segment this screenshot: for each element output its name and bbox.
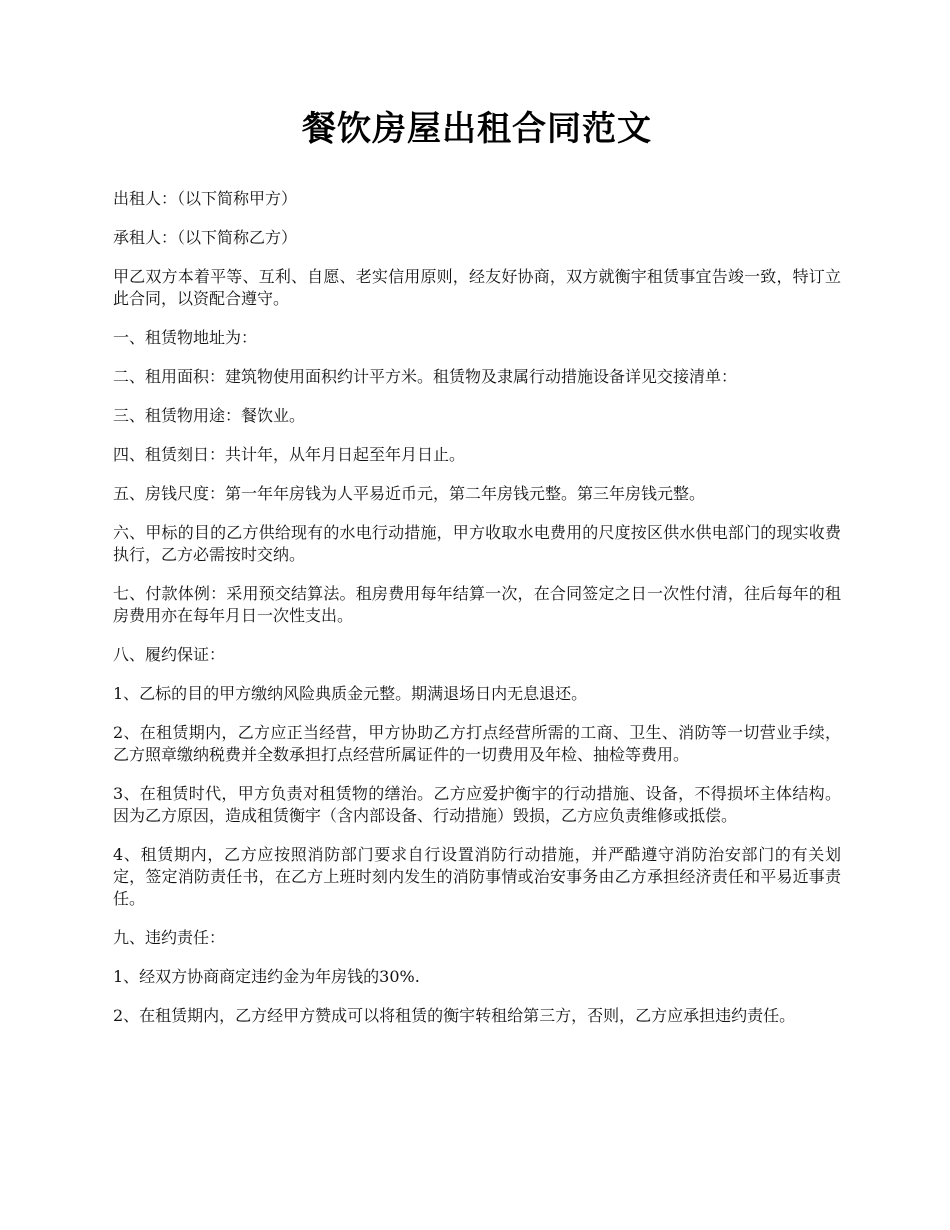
paragraph-lessor: 出租人：（以下简称甲方） — [113, 189, 298, 208]
paragraph-clause-8-item-2: 2、在租赁期内，乙方应正当经营，甲方协助乙方打点经营所需的工商、卫生、消防等一切营业手续，乙方照章缴纳税费并全数承担打点经营所属证件的一切费用及年检、抽检等费用。 — [113, 723, 841, 764]
paragraph-clause-8-item-4: 4、租赁期内，乙方应按照消防部门要求自行设置消防行动措施，并严酷遵守消防治安部门的有关划定，签定消防责任书，在乙方上班时刻内发生的消防事情或治安事务由乙方承担经济责任和平易近事责任。 — [113, 845, 841, 908]
paragraph-clause-6: 六、甲标的目的乙方供给现有的水电行动措施，甲方收取水电费用的尺度按区供水供电部门的现实收费执行，乙方必需按时交纳。 — [113, 523, 841, 564]
paragraph-clause-5: 五、房钱尺度：第一年年房钱为人平易近币元，第二年房钱元整。第三年房钱元整。 — [113, 484, 706, 503]
document-title: 餐饮房屋出租合同范文 — [302, 109, 652, 149]
document-page — [113, 108, 841, 1044]
paragraph-clause-9-heading: 九、违约责任： — [113, 928, 226, 947]
paragraph-preamble: 甲乙双方本着平等、互利、自愿、老实信用原则，经友好协商，双方就衡宇租赁事宜告竣一致，特订立此合同，以资配合遵守。 — [113, 267, 841, 308]
paragraph-clause-9-item-2: 2、在租赁期内，乙方经甲方赞成可以将租赁的衡宇转租给第三方，否则，乙方应承担违约责任。 — [113, 1006, 796, 1025]
paragraph-clause-8-item-1: 1、乙标的目的甲方缴纳风险典质金元整。期满退场日内无息退还。 — [113, 684, 588, 703]
paragraph-clause-2: 二、租用面积：建筑物使用面积约计平方米。租赁物及隶属行动措施设备详见交接清单： — [113, 367, 738, 386]
document-body — [113, 188, 841, 1027]
paragraph-clause-7: 七、付款体例：采用预交结算法。租房费用每年结算一次，在合同签定之日一次性付清，往后每年的租房费用亦在每年月日一次性支出。 — [113, 584, 841, 625]
paragraph-clause-3: 三、租赁物用途：餐饮业。 — [113, 406, 306, 425]
paragraph-lessee: 承租人：（以下简称乙方） — [113, 228, 298, 247]
paragraph-clause-8-item-3: 3、在租赁时代，甲方负责对租赁物的缮治。乙方应爱护衡宇的行动措施、设备，不得损坏主体结构。因为乙方原因，造成租赁衡宇（含内部设备、行动措施）毁损，乙方应负责维修或抵偿。 — [113, 784, 841, 825]
paragraph-clause-8-heading: 八、履约保证： — [113, 645, 226, 664]
paragraph-clause-1: 一、租赁物地址为： — [113, 328, 258, 347]
paragraph-clause-4: 四、租赁刻日：共计年，从年月日起至年月日止。 — [113, 445, 466, 464]
paragraph-clause-9-item-1: 1、经双方协商商定违约金为年房钱的30%. — [113, 967, 420, 986]
